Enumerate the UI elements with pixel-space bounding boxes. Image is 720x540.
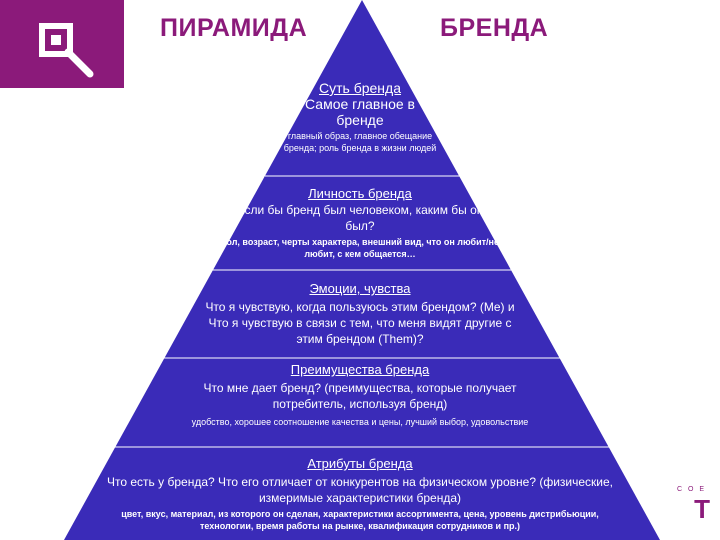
level-subtitle: Что есть у бренда? Что его отличает от конкурентов на физическом уровне? (физические, измеримые характеристики бренда) (107, 475, 613, 505)
pyramid-level-essence (0, 80, 720, 154)
level-detail: удобство, хорошее соотношение качества и цены, лучший выбор, удовольствие (191, 417, 529, 427)
pyramid-level-personality (0, 186, 720, 260)
corner-small-text: С О Е (676, 486, 706, 493)
level-subtitle: Что мне дает бренд? (преимущества, которые получает потребитель, используя бренд) (203, 381, 517, 411)
level-heading: Преимущества бренда (290, 362, 430, 377)
level-heading: Атрибуты бренда (307, 456, 413, 471)
level-detail: главный образ, главное обещание бренда; роль бренда в жизни людей (283, 131, 437, 153)
level-detail: пол, возраст, черты характера, внешний вид, что он любит/не любит, с кем общается… (220, 237, 499, 259)
level-subtitle: Если бы бренд был человеком, каким бы он был? (236, 203, 484, 233)
level-heading: Эмоции, чувства (309, 281, 411, 296)
title-right: БРЕНДА (440, 14, 549, 42)
level-detail: цвет, вкус, материал, из которого он сделан, характеристики ассортимента, цена, уровень дистрибьюции, технологии, время работы на рынке, квалификация сотрудников и пр.) (121, 509, 599, 531)
level-subtitle: Что я чувствую, когда пользуюсь этим брендом? (Me) и Что я чувствую в связи с тем, что меня видят другие с этим брендом (Them)? (205, 300, 515, 346)
level-subtitle: Самое главное в бренде (305, 96, 415, 128)
level-heading: Суть бренда (319, 80, 401, 96)
pyramid-level-benefits (0, 362, 720, 428)
corner-letter: Т (694, 494, 710, 524)
title-left: ПИРАМИДА (160, 14, 308, 42)
pyramid-level-emotions (0, 281, 720, 347)
level-heading: Личность бренда (308, 186, 412, 201)
pyramid-level-attributes (0, 456, 720, 532)
